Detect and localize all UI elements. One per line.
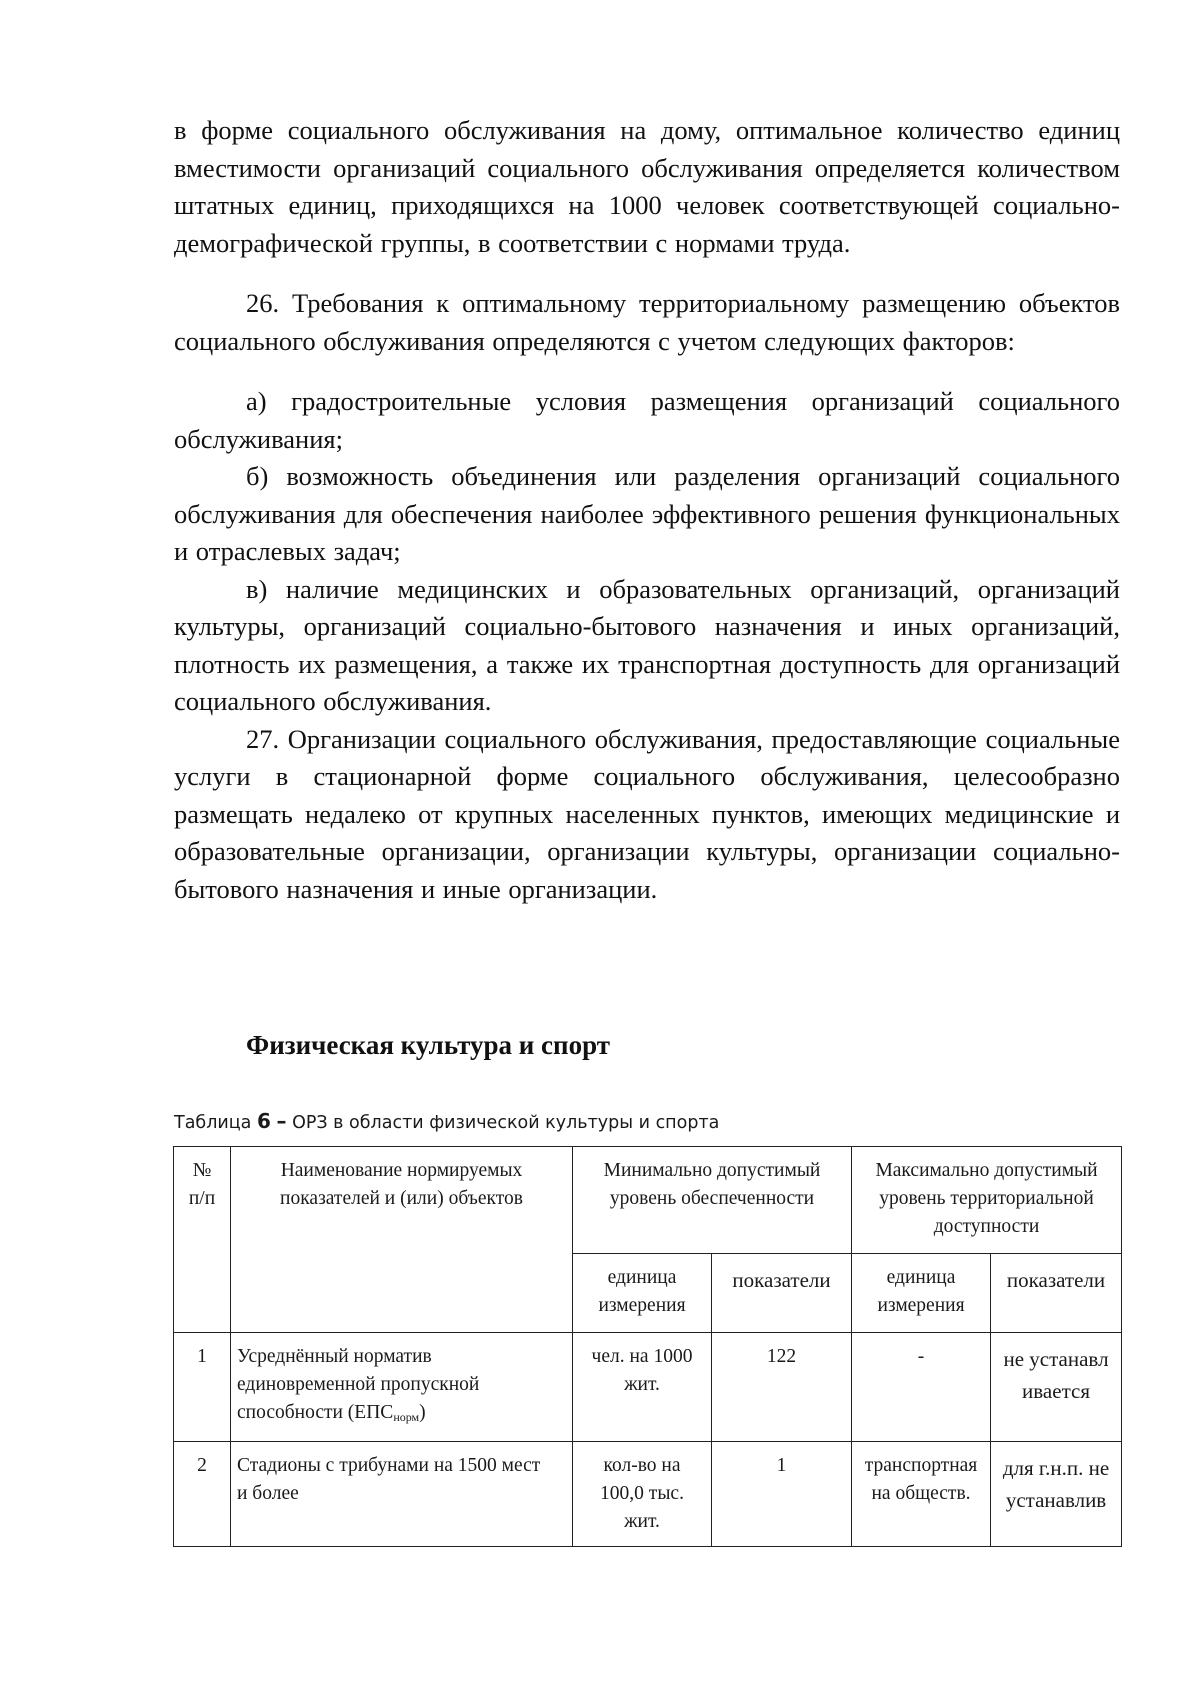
row-name [231,1333,573,1442]
row-max-value: не устанавливается [991,1333,1122,1442]
list-item-v: в) наличие медицинских и образовательных организаций, организаций культуры, организаций социально-бытового назначения и иных организаций, плотность их размещения, а также их транспортная доступность для организаций социального обслуживания. [174,573,1120,716]
row-name: Стадионы с трибунами на 1500 мест и более [231,1442,573,1547]
header-max-unit: единица измерения [852,1254,991,1333]
row-name-subscript: норм [393,1410,420,1424]
row-min-value: 122 [712,1333,852,1442]
paragraph-continuation: в форме социального обслуживания на дому, оптимальное количество единиц вместимости организаций социального обслуживания определяется количеством штатных единиц, приходящихся на 1000 человек соответствующей социально-демографической группы, в соответствии с нормами труда. [174,115,1120,258]
table-row [174,1442,1122,1547]
header-name: Наименование нормируемых показателей и (или) объектов [231,1147,573,1333]
document-body [174,112,1120,908]
table-caption [174,1109,719,1133]
section-heading: Физическая культура и спорт [246,1030,611,1060]
table-header-row [174,1147,1122,1254]
list-item-a: а) градостроительные условия размещения организаций социального обслуживания; [174,386,1120,454]
table-caption-text: ОРЗ в области физической культуры и спорта [292,1113,720,1133]
paragraph-27: 27. Организации социального обслуживания, предоставляющие социальные услуги в стационарной форме социального обслуживания, целесообразно размещать недалеко от крупных населенных пунктов, имеющих медицинские и образовательные организации, организации культуры, организации социально-бытового назначения и иные организации. [174,723,1120,904]
row-min-unit: чел. на 1000 жит. [573,1333,712,1442]
table-row [174,1333,1122,1442]
header-min-group: Минимально допустимый уровень обеспеченности [573,1147,852,1254]
row-max-unit: - [852,1333,991,1442]
table-caption-prefix: Таблица [174,1113,252,1133]
header-max-group: Максимально допустимый уровень территориальной доступности [852,1147,1122,1254]
row-name-close: ) [419,1402,426,1423]
header-number [174,1147,231,1333]
table-caption-dash: – [276,1109,287,1133]
row-max-value: для г.н.п. не устанавлив [991,1442,1122,1547]
row-number: 2 [174,1442,231,1547]
row-number: 1 [174,1333,231,1442]
row-name-text: Усреднённый норматив единовременной пропускной способности (ЕПС [237,1346,480,1423]
header-max-value: показатели [991,1254,1122,1333]
header-number-abbr: п/п [188,1188,216,1209]
header-min-unit: единица измерения [573,1254,712,1333]
paragraph-26: 26. Требования к оптимальному территориальному размещению объектов социального обслуживания определяются с учетом следующих факторов: [174,288,1120,356]
table-caption-number: 6 [256,1109,271,1133]
row-max-unit: транспортная на обществ. [852,1442,991,1547]
header-number-sign: № [192,1160,212,1181]
row-min-unit: кол-во на 100,0 тыс. жит. [573,1442,712,1547]
list-item-b: б) возможность объединения или разделения организаций социального обслуживания для обеспечения наиболее эффективного решения функциональных и отраслевых задач; [174,461,1120,566]
header-min-value: показатели [712,1254,852,1333]
standards-table [173,1146,1122,1547]
row-min-value: 1 [712,1442,852,1547]
